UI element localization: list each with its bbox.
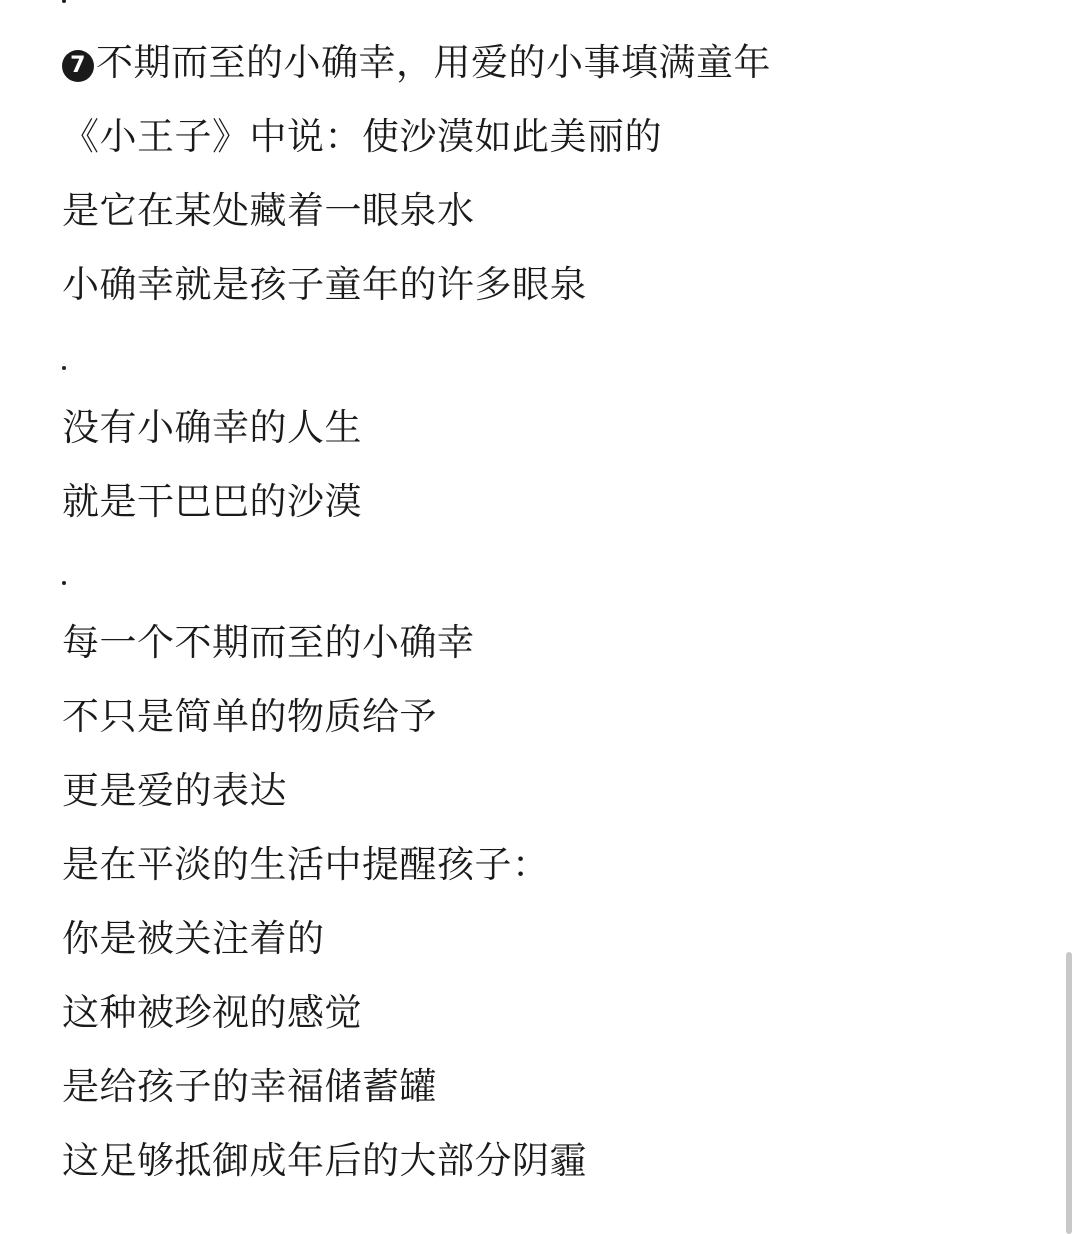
paragraph-line: 这种被珍视的感觉: [62, 991, 362, 1034]
heading-number-badge: 7: [62, 50, 94, 82]
vertical-scrollbar[interactable]: [1066, 952, 1072, 1234]
top-separator-dot: [62, 0, 66, 3]
paragraph-line: 是在平淡的生活中提醒孩子：: [62, 843, 550, 886]
paragraph-line: 不只是简单的物质给予: [62, 695, 437, 738]
section-heading: [62, 40, 771, 86]
paragraph-line: 是它在某处藏着一眼泉水: [62, 189, 475, 232]
paragraph-line: 你是被关注着的: [62, 917, 325, 960]
paragraph-line: 就是干巴巴的沙漠: [62, 480, 362, 523]
paragraph-line: 每一个不期而至的小确幸: [62, 621, 475, 664]
separator-dot: [62, 581, 66, 585]
separator-dot: [62, 366, 66, 370]
paragraph-line: 更是爱的表达: [62, 769, 287, 812]
paragraph-line: 《小王子》中说：使沙漠如此美丽的: [62, 115, 662, 158]
paragraph-line: 小确幸就是孩子童年的许多眼泉: [62, 263, 587, 306]
heading-text: 不期而至的小确幸，用爱的小事填满童年: [96, 41, 771, 84]
paragraph-line: 这足够抵御成年后的大部分阴霾: [62, 1139, 587, 1182]
paragraph-line: 没有小确幸的人生: [62, 406, 362, 449]
paragraph-line: 是给孩子的幸福储蓄罐: [62, 1065, 437, 1108]
